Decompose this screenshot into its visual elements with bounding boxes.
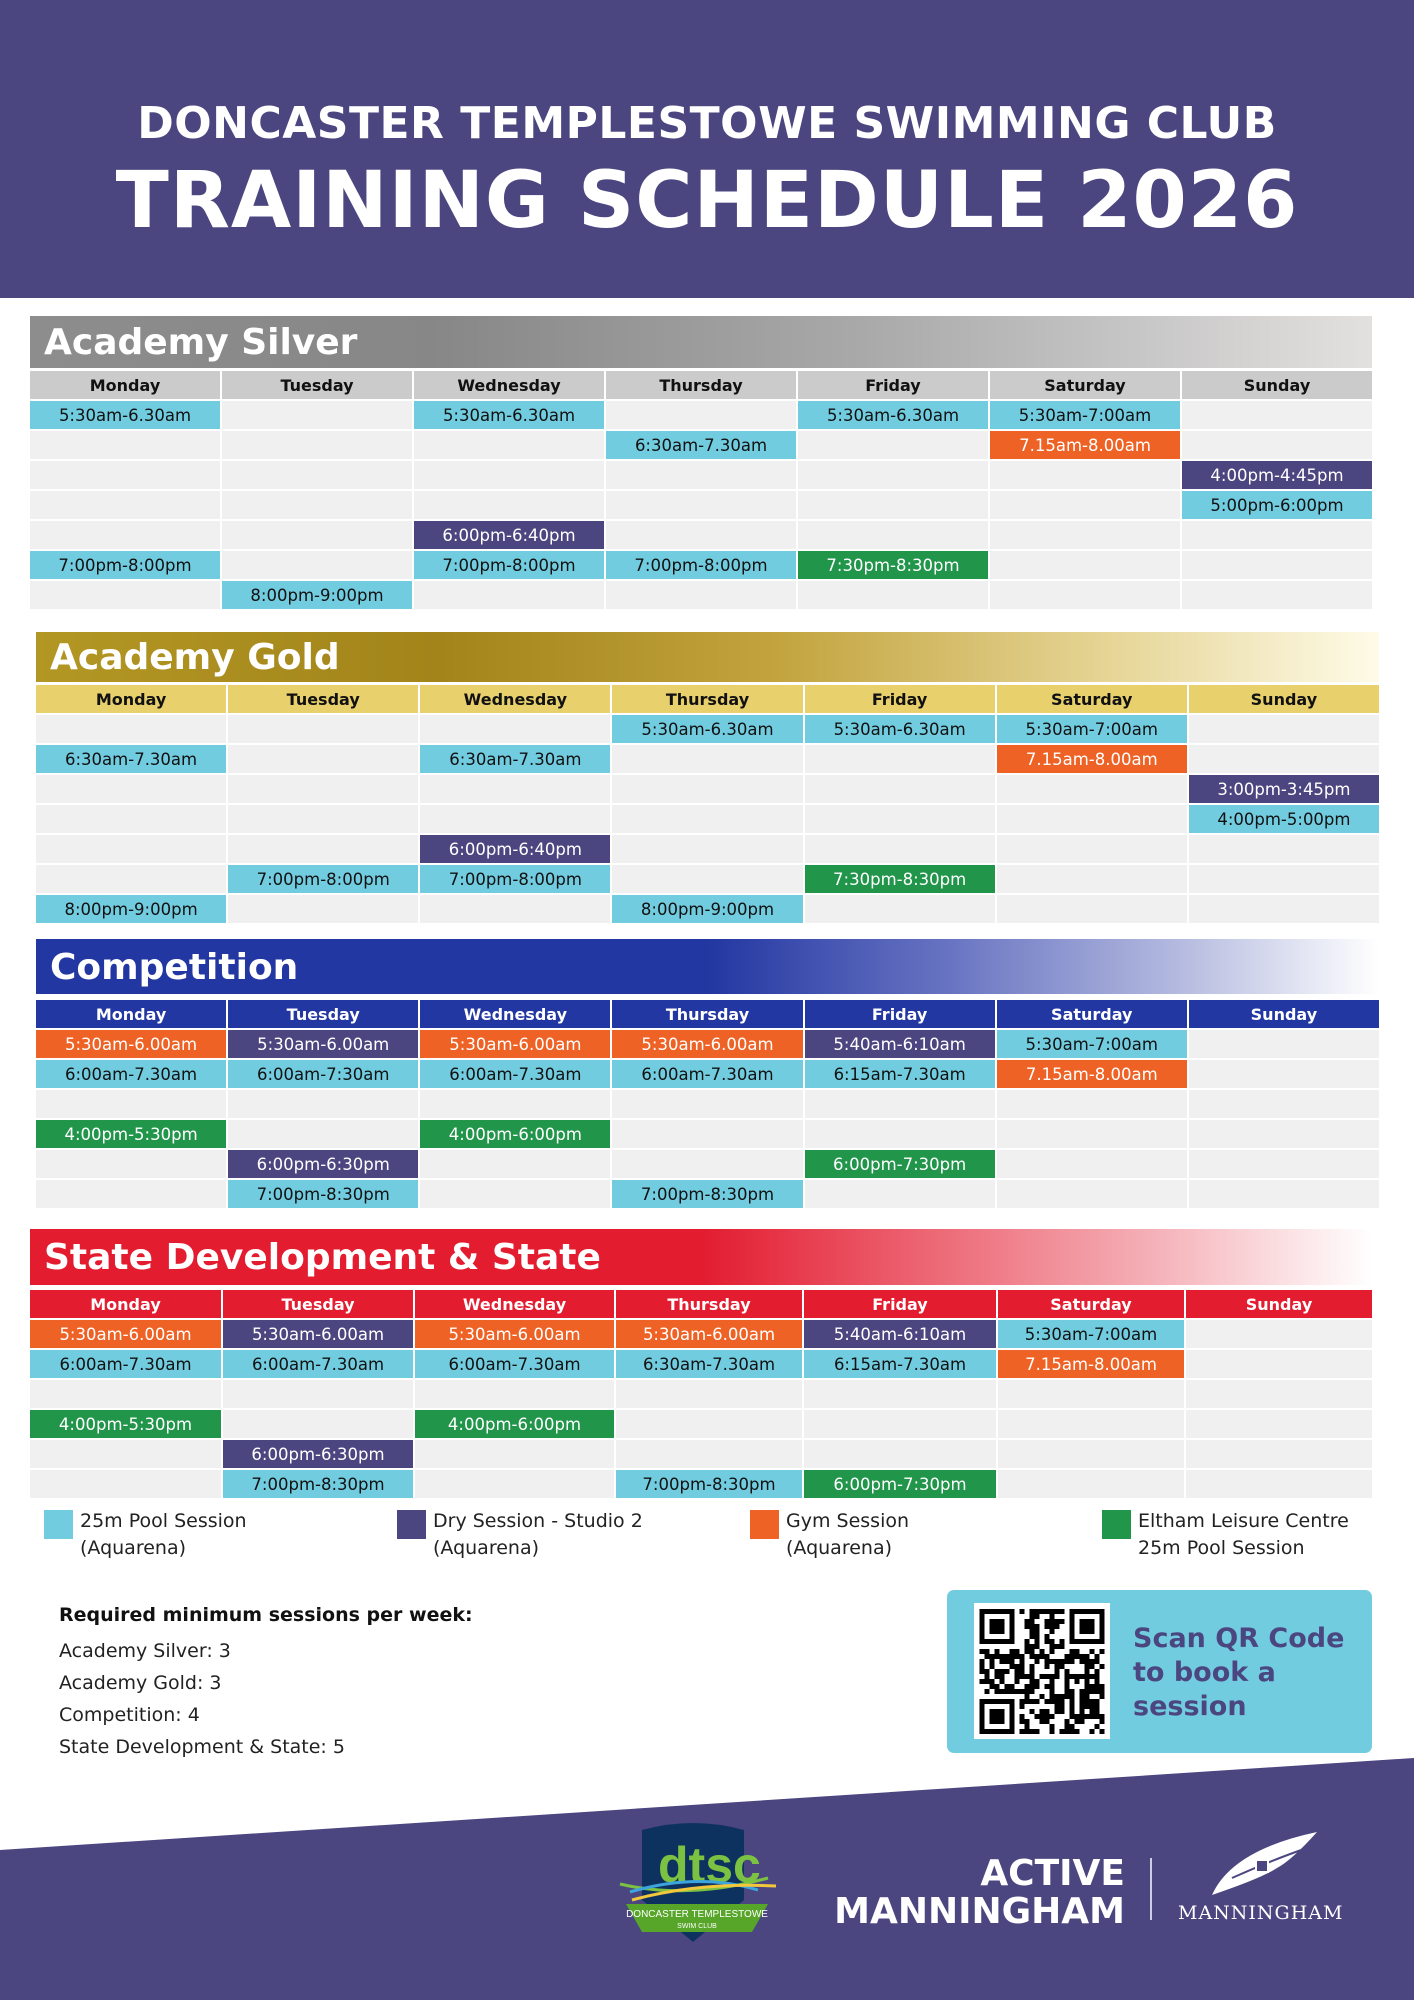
empty-slot — [36, 1150, 226, 1178]
legend-swatch-dry — [397, 1510, 426, 1539]
session-gym: 5:30am-6.00am — [415, 1320, 614, 1348]
schedule-grid — [36, 685, 1379, 923]
svg-text:DONCASTER TEMPLESTOWE: DONCASTER TEMPLESTOWE — [626, 1909, 768, 1920]
session-pool: 5:30am-6.30am — [805, 715, 995, 743]
empty-slot — [228, 805, 418, 833]
empty-slot — [420, 1180, 610, 1208]
empty-slot — [798, 581, 988, 609]
logo-divider — [1150, 1858, 1152, 1920]
session-gym: 5:30am-6.00am — [616, 1320, 802, 1348]
empty-slot — [414, 581, 604, 609]
empty-slot — [1189, 1180, 1379, 1208]
empty-slot — [30, 1440, 221, 1468]
empty-slot — [1189, 1120, 1379, 1148]
empty-slot — [36, 805, 226, 833]
day-header-wednesday: Wednesday — [415, 1290, 614, 1318]
empty-slot — [990, 491, 1180, 519]
empty-slot — [36, 835, 226, 863]
dtsc-logo — [618, 1820, 793, 1945]
session-pool: 6:00am-7:30am — [228, 1060, 418, 1088]
empty-slot — [415, 1380, 614, 1408]
empty-slot — [228, 775, 418, 803]
day-header-saturday: Saturday — [990, 371, 1180, 399]
empty-slot — [414, 461, 604, 489]
empty-slot — [30, 521, 220, 549]
empty-slot — [805, 1120, 995, 1148]
svg-text:dtsc: dtsc — [658, 1837, 761, 1893]
day-header-monday: Monday — [30, 371, 220, 399]
session-pool: 7:00pm-8:30pm — [223, 1470, 413, 1498]
session-pool: 7:00pm-8:00pm — [414, 551, 604, 579]
session-pool: 7:00pm-8:00pm — [606, 551, 796, 579]
session-pool: 8:00pm-9:00pm — [612, 895, 802, 923]
empty-slot — [228, 745, 418, 773]
empty-slot — [30, 1470, 221, 1498]
legend-label: Dry Session - Studio 2 — [433, 1510, 643, 1532]
session-pool: 6:30am-7.30am — [616, 1350, 802, 1378]
session-eltham: 7:30pm-8:30pm — [798, 551, 988, 579]
empty-slot — [997, 865, 1187, 893]
session-pool: 6:00am-7.30am — [36, 1060, 226, 1088]
empty-slot — [1189, 835, 1379, 863]
empty-slot — [1189, 1030, 1379, 1058]
empty-slot — [998, 1380, 1184, 1408]
qr-caption — [1133, 1622, 1363, 1724]
empty-slot — [997, 1090, 1187, 1118]
session-dry: 6:00pm-6:40pm — [414, 521, 604, 549]
day-header-saturday: Saturday — [997, 1000, 1187, 1028]
empty-slot — [606, 491, 796, 519]
manningham-feather-icon — [1172, 1830, 1352, 1900]
day-header-monday: Monday — [30, 1290, 221, 1318]
empty-slot — [798, 431, 988, 459]
session-pool: 5:30am-7:00am — [997, 715, 1187, 743]
session-gym: 5:30am-6.00am — [420, 1030, 610, 1058]
svg-text:SWIM CLUB: SWIM CLUB — [677, 1923, 717, 1930]
empty-slot — [805, 895, 995, 923]
legend-item-gym — [750, 1508, 909, 1562]
empty-slot — [420, 1090, 610, 1118]
legend-sublabel: (Aquarena) — [786, 1537, 893, 1559]
club-name: DONCASTER TEMPLESTOWE SWIMMING CLUB — [137, 98, 1277, 149]
session-pool: 6:30am-7.30am — [606, 431, 796, 459]
day-header-monday: Monday — [36, 1000, 226, 1028]
empty-slot — [1189, 1060, 1379, 1088]
empty-slot — [1186, 1470, 1372, 1498]
session-eltham: 4:00pm-5:30pm — [36, 1120, 226, 1148]
empty-slot — [1186, 1320, 1372, 1348]
empty-slot — [36, 865, 226, 893]
empty-slot — [228, 715, 418, 743]
empty-slot — [798, 521, 988, 549]
session-pool: 7:00pm-8:30pm — [612, 1180, 802, 1208]
empty-slot — [805, 775, 995, 803]
minimum-sessions-item: Competition: 4 — [59, 1704, 200, 1726]
session-dry: 6:00pm-6:30pm — [223, 1440, 413, 1468]
empty-slot — [798, 491, 988, 519]
empty-slot — [805, 805, 995, 833]
section-title: Academy Silver — [44, 322, 358, 363]
day-header-thursday: Thursday — [616, 1290, 802, 1318]
section-title: Competition — [50, 947, 299, 988]
empty-slot — [420, 715, 610, 743]
empty-slot — [228, 1090, 418, 1118]
manningham-council-logo — [1172, 1830, 1352, 1930]
session-pool: 6:15am-7.30am — [804, 1350, 996, 1378]
day-header-saturday: Saturday — [998, 1290, 1184, 1318]
legend-sublabel: (Aquarena) — [433, 1537, 540, 1559]
empty-slot — [1182, 581, 1372, 609]
session-pool: 5:30am-6.30am — [612, 715, 802, 743]
empty-slot — [612, 745, 802, 773]
empty-slot — [1189, 865, 1379, 893]
empty-slot — [612, 865, 802, 893]
empty-slot — [30, 461, 220, 489]
session-dry: 6:00pm-6:30pm — [228, 1150, 418, 1178]
empty-slot — [606, 401, 796, 429]
empty-slot — [414, 431, 604, 459]
day-header-tuesday: Tuesday — [228, 1000, 418, 1028]
empty-slot — [36, 1090, 226, 1118]
session-pool: 5:30am-7:00am — [997, 1030, 1187, 1058]
empty-slot — [223, 1380, 413, 1408]
schedule-grid — [30, 1290, 1372, 1498]
empty-slot — [612, 805, 802, 833]
day-header-sunday: Sunday — [1182, 371, 1372, 399]
empty-slot — [1189, 1090, 1379, 1118]
empty-slot — [997, 805, 1187, 833]
session-pool: 6:00am-7.30am — [415, 1350, 614, 1378]
session-eltham: 4:00pm-6:00pm — [415, 1410, 614, 1438]
session-pool: 5:00pm-6:00pm — [1182, 491, 1372, 519]
legend — [0, 1508, 1414, 1578]
empty-slot — [804, 1440, 996, 1468]
legend-sublabel: (Aquarena) — [80, 1537, 187, 1559]
empty-slot — [222, 491, 412, 519]
empty-slot — [1182, 551, 1372, 579]
day-header-wednesday: Wednesday — [414, 371, 604, 399]
session-eltham: 7:30pm-8:30pm — [805, 865, 995, 893]
qr-booking-box[interactable] — [947, 1590, 1372, 1753]
session-pool: 5:30am-7:00am — [998, 1320, 1184, 1348]
empty-slot — [222, 431, 412, 459]
session-eltham: 4:00pm-5:30pm — [30, 1410, 221, 1438]
empty-slot — [222, 461, 412, 489]
section-title-bar — [36, 632, 1379, 682]
empty-slot — [30, 491, 220, 519]
empty-slot — [990, 461, 1180, 489]
manningham-council-name: MANNINGHAM — [1178, 1902, 1344, 1924]
legend-swatch-gym — [750, 1510, 779, 1539]
session-pool: 5:30am-6.30am — [414, 401, 604, 429]
empty-slot — [805, 835, 995, 863]
day-header-tuesday: Tuesday — [223, 1290, 413, 1318]
empty-slot — [36, 715, 226, 743]
session-gym: 7.15am-8.00am — [990, 431, 1180, 459]
session-gym: 5:30am-6.00am — [612, 1030, 802, 1058]
minimum-sessions — [59, 1604, 659, 1763]
empty-slot — [1186, 1440, 1372, 1468]
active-manningham-logo — [830, 1855, 1125, 1931]
session-pool: 8:00pm-9:00pm — [36, 895, 226, 923]
session-pool: 6:30am-7.30am — [420, 745, 610, 773]
empty-slot — [1182, 431, 1372, 459]
empty-slot — [30, 1380, 221, 1408]
empty-slot — [804, 1410, 996, 1438]
empty-slot — [805, 745, 995, 773]
session-gym: 5:30am-6.00am — [36, 1030, 226, 1058]
page-header — [0, 0, 1414, 298]
empty-slot — [30, 581, 220, 609]
legend-label: Eltham Leisure Centre — [1138, 1510, 1349, 1532]
empty-slot — [420, 895, 610, 923]
empty-slot — [612, 835, 802, 863]
day-header-sunday: Sunday — [1186, 1290, 1372, 1318]
session-pool: 7:00pm-8:30pm — [616, 1470, 802, 1498]
day-header-wednesday: Wednesday — [420, 685, 610, 713]
empty-slot — [606, 461, 796, 489]
legend-label: 25m Pool Session — [80, 1510, 247, 1532]
empty-slot — [997, 1180, 1187, 1208]
session-pool: 7:00pm-8:00pm — [420, 865, 610, 893]
active-manningham-line2: MANNINGHAM — [834, 1891, 1125, 1932]
legend-item-pool — [44, 1508, 247, 1562]
empty-slot — [616, 1440, 802, 1468]
empty-slot — [997, 775, 1187, 803]
empty-slot — [997, 895, 1187, 923]
day-header-friday: Friday — [805, 1000, 995, 1028]
empty-slot — [997, 1120, 1187, 1148]
day-header-thursday: Thursday — [612, 1000, 802, 1028]
session-dry: 5:30am-6.00am — [228, 1030, 418, 1058]
empty-slot — [997, 835, 1187, 863]
session-dry: 3:00pm-3:45pm — [1189, 775, 1379, 803]
empty-slot — [1182, 401, 1372, 429]
empty-slot — [1186, 1380, 1372, 1408]
empty-slot — [1186, 1410, 1372, 1438]
session-pool: 5:30am-7:00am — [990, 401, 1180, 429]
empty-slot — [1189, 715, 1379, 743]
section-title-bar — [30, 1229, 1372, 1285]
section-title-bar — [30, 316, 1372, 368]
day-header-sunday: Sunday — [1189, 1000, 1379, 1028]
empty-slot — [805, 1180, 995, 1208]
session-pool: 6:00am-7.30am — [223, 1350, 413, 1378]
legend-sublabel: 25m Pool Session — [1138, 1537, 1305, 1559]
section-title: Academy Gold — [50, 637, 340, 678]
session-pool: 7:00pm-8:00pm — [228, 865, 418, 893]
minimum-sessions-heading: Required minimum sessions per week: — [59, 1604, 473, 1626]
section-title-bar — [36, 939, 1379, 994]
empty-slot — [998, 1470, 1184, 1498]
empty-slot — [1189, 745, 1379, 773]
session-pool: 6:00am-7.30am — [30, 1350, 221, 1378]
session-pool: 6:00am-7.30am — [612, 1060, 802, 1088]
qr-caption-line: session — [1133, 1691, 1247, 1722]
empty-slot — [222, 551, 412, 579]
empty-slot — [222, 521, 412, 549]
empty-slot — [420, 775, 610, 803]
empty-slot — [1182, 521, 1372, 549]
session-pool: 7:00pm-8:00pm — [30, 551, 220, 579]
session-dry: 6:00pm-6:40pm — [420, 835, 610, 863]
legend-swatch-eltham — [1102, 1510, 1131, 1539]
empty-slot — [415, 1440, 614, 1468]
schedule-grid — [36, 1000, 1379, 1208]
session-eltham: 6:00pm-7:30pm — [804, 1470, 996, 1498]
minimum-sessions-item: State Development & State: 5 — [59, 1736, 345, 1758]
empty-slot — [30, 431, 220, 459]
session-dry: 4:00pm-4:45pm — [1182, 461, 1372, 489]
empty-slot — [228, 1120, 418, 1148]
day-header-tuesday: Tuesday — [228, 685, 418, 713]
minimum-sessions-item: Academy Gold: 3 — [59, 1672, 222, 1694]
session-eltham: 6:00pm-7:30pm — [805, 1150, 995, 1178]
session-gym: 5:30am-6.00am — [30, 1320, 221, 1348]
schedule-grid — [30, 371, 1372, 609]
empty-slot — [1189, 1150, 1379, 1178]
empty-slot — [612, 775, 802, 803]
empty-slot — [414, 491, 604, 519]
empty-slot — [612, 1120, 802, 1148]
session-gym: 7.15am-8.00am — [997, 745, 1187, 773]
empty-slot — [990, 521, 1180, 549]
session-dry: 5:40am-6:10am — [805, 1030, 995, 1058]
empty-slot — [223, 1410, 413, 1438]
session-pool: 6:00am-7.30am — [420, 1060, 610, 1088]
empty-slot — [998, 1440, 1184, 1468]
session-gym: 7.15am-8.00am — [998, 1350, 1184, 1378]
day-header-saturday: Saturday — [997, 685, 1187, 713]
day-header-thursday: Thursday — [612, 685, 802, 713]
session-pool: 4:00pm-5:00pm — [1189, 805, 1379, 833]
empty-slot — [1189, 895, 1379, 923]
empty-slot — [228, 835, 418, 863]
session-dry: 5:30am-6.00am — [223, 1320, 413, 1348]
empty-slot — [612, 1090, 802, 1118]
empty-slot — [1186, 1350, 1372, 1378]
empty-slot — [990, 581, 1180, 609]
session-pool: 8:00pm-9:00pm — [222, 581, 412, 609]
legend-item-eltham — [1102, 1508, 1349, 1562]
empty-slot — [804, 1380, 996, 1408]
empty-slot — [36, 775, 226, 803]
empty-slot — [420, 1150, 610, 1178]
empty-slot — [222, 401, 412, 429]
empty-slot — [805, 1090, 995, 1118]
empty-slot — [612, 1150, 802, 1178]
qr-caption-line: to book a — [1133, 1657, 1276, 1688]
session-eltham: 4:00pm-6:00pm — [420, 1120, 610, 1148]
session-pool: 6:30am-7.30am — [36, 745, 226, 773]
empty-slot — [998, 1410, 1184, 1438]
page-title: TRAINING SCHEDULE 2026 — [115, 156, 1299, 246]
day-header-friday: Friday — [805, 685, 995, 713]
empty-slot — [997, 1150, 1187, 1178]
empty-slot — [36, 1180, 226, 1208]
active-manningham-line1: ACTIVE — [980, 1853, 1125, 1894]
session-gym: 7.15am-8.00am — [997, 1060, 1187, 1088]
session-pool: 5:30am-6.30am — [30, 401, 220, 429]
empty-slot — [420, 805, 610, 833]
session-pool: 7:00pm-8:30pm — [228, 1180, 418, 1208]
session-pool: 5:30am-6.30am — [798, 401, 988, 429]
minimum-sessions-item: Academy Silver: 3 — [59, 1640, 231, 1662]
empty-slot — [616, 1380, 802, 1408]
empty-slot — [415, 1470, 614, 1498]
legend-swatch-pool — [44, 1510, 73, 1539]
empty-slot — [616, 1410, 802, 1438]
section-title: State Development & State — [44, 1237, 601, 1278]
empty-slot — [606, 581, 796, 609]
empty-slot — [606, 521, 796, 549]
day-header-sunday: Sunday — [1189, 685, 1379, 713]
day-header-thursday: Thursday — [606, 371, 796, 399]
day-header-monday: Monday — [36, 685, 226, 713]
qr-code-icon — [978, 1609, 1106, 1734]
day-header-wednesday: Wednesday — [420, 1000, 610, 1028]
qr-code[interactable] — [974, 1603, 1110, 1739]
empty-slot — [990, 551, 1180, 579]
empty-slot — [228, 895, 418, 923]
session-pool: 6:15am-7.30am — [805, 1060, 995, 1088]
day-header-friday: Friday — [798, 371, 988, 399]
legend-item-dry — [397, 1508, 643, 1562]
legend-label: Gym Session — [786, 1510, 910, 1532]
day-header-friday: Friday — [804, 1290, 996, 1318]
session-dry: 5:40am-6:10am — [804, 1320, 996, 1348]
qr-caption-line: Scan QR Code — [1133, 1623, 1345, 1654]
empty-slot — [798, 461, 988, 489]
day-header-tuesday: Tuesday — [222, 371, 412, 399]
